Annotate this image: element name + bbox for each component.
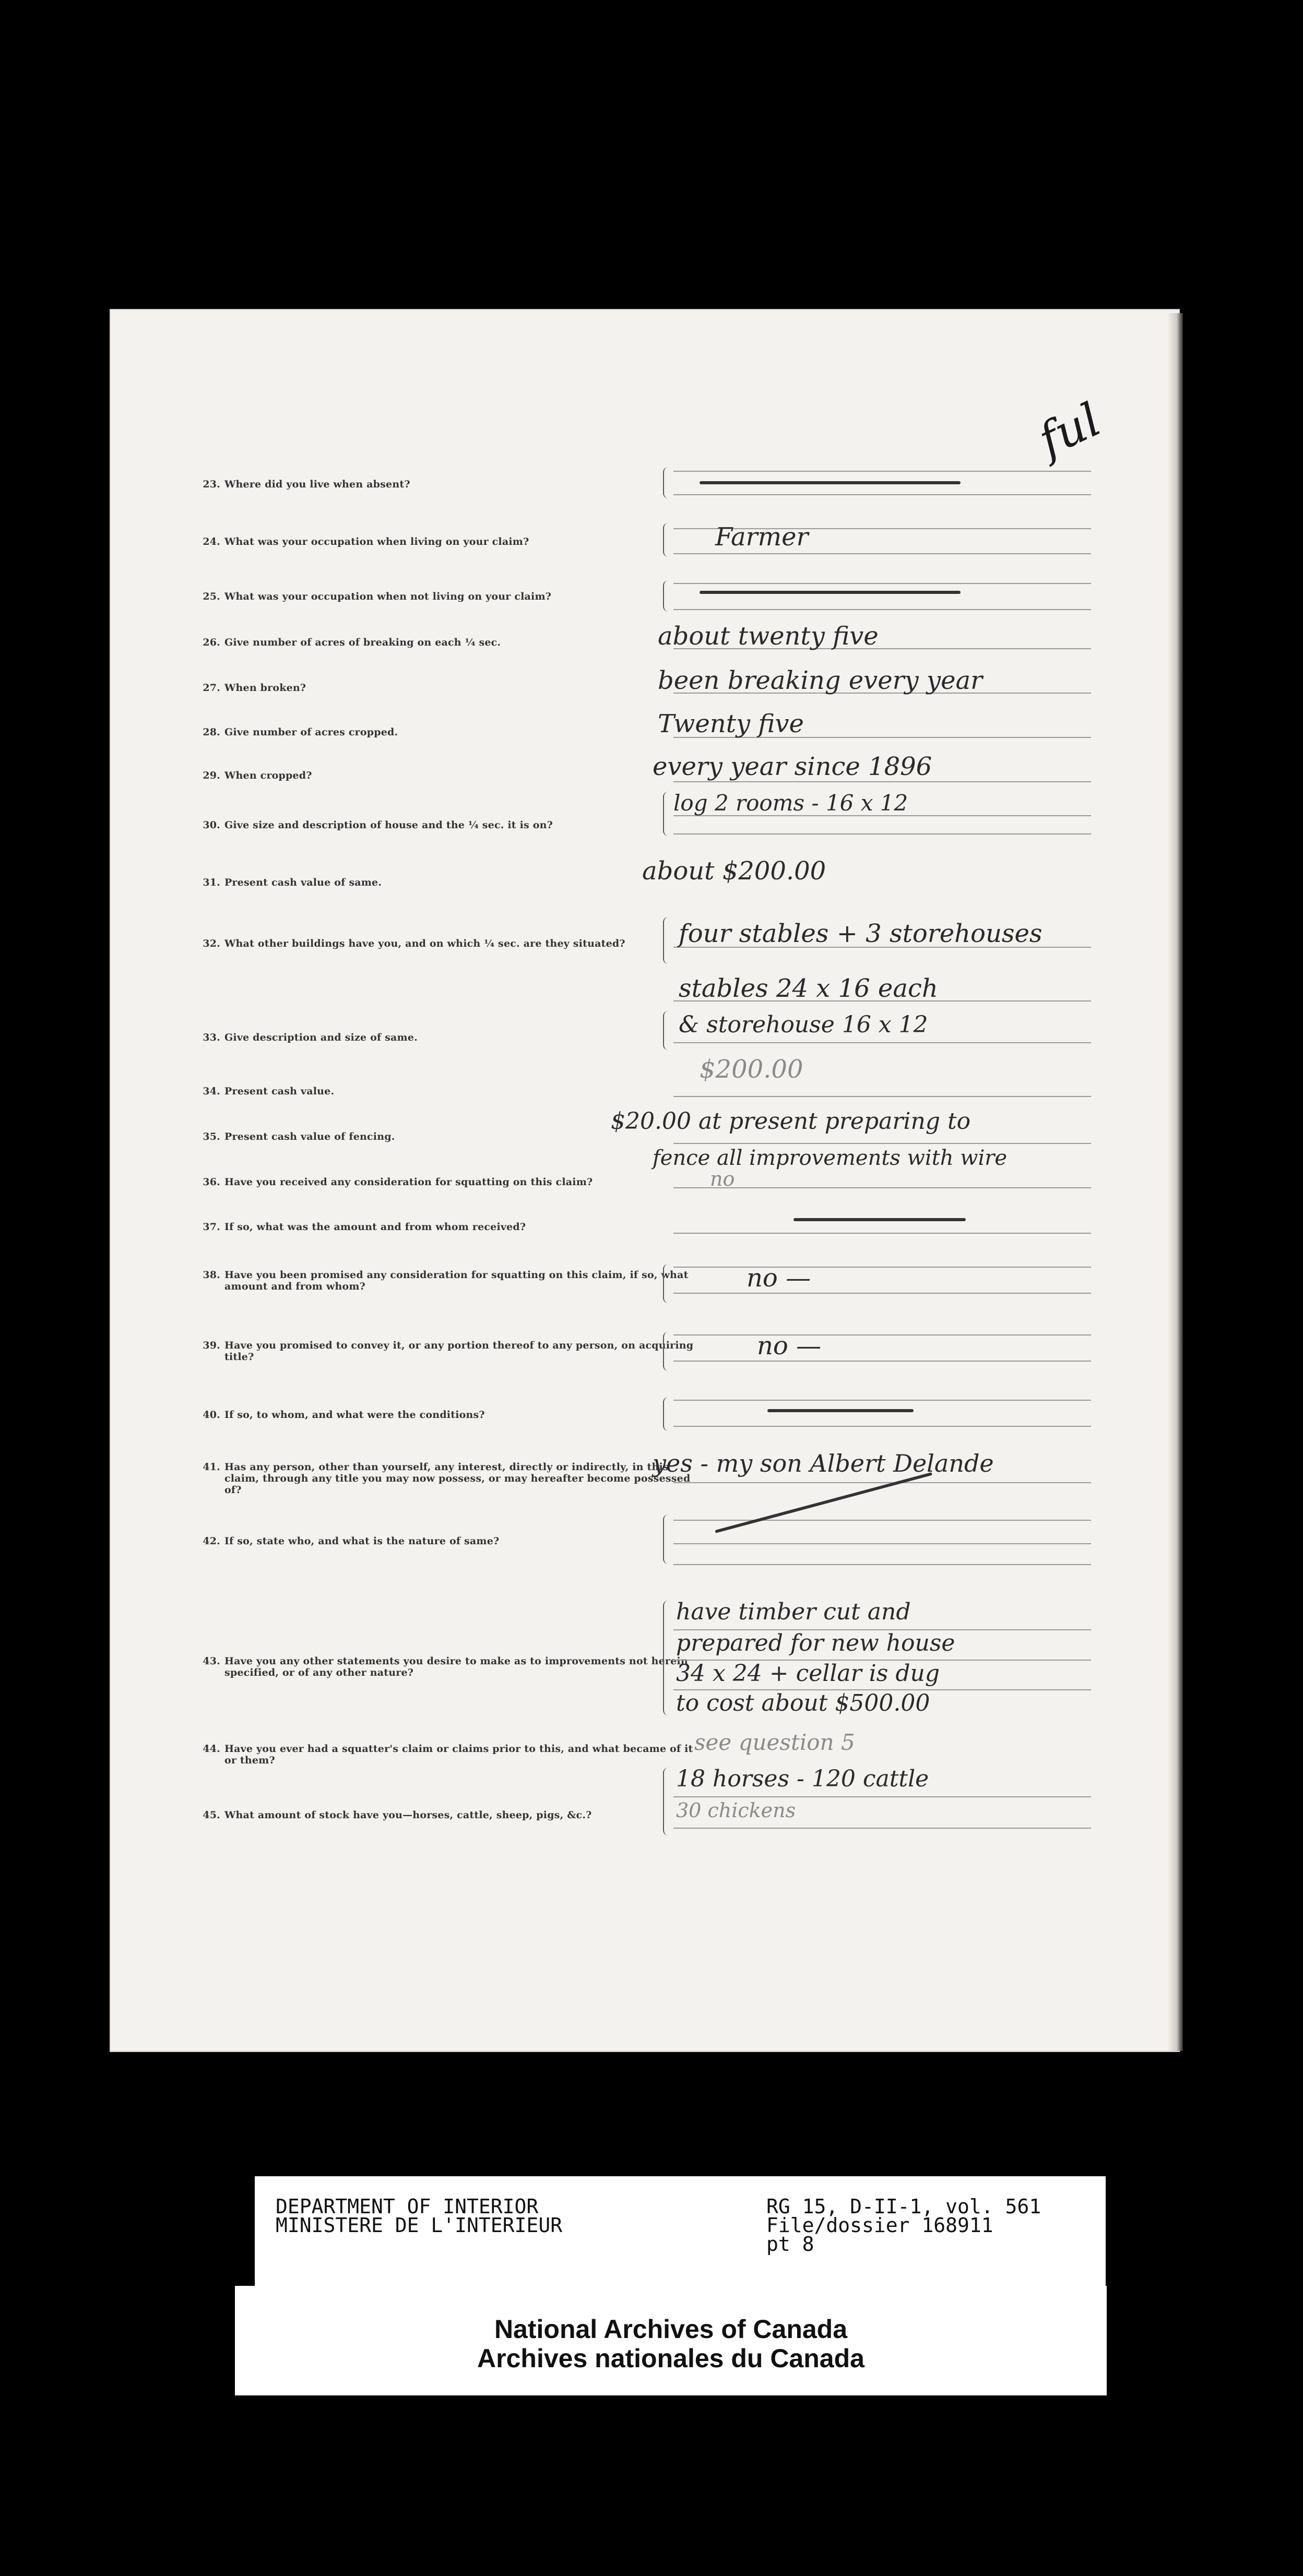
- answer-bracket: [663, 1397, 672, 1431]
- page-handwritten-mark: ful: [1030, 392, 1109, 467]
- answer-rule: [673, 1096, 1091, 1097]
- answer-45-continued: 30 chickens: [676, 1799, 796, 1822]
- answer-39: no —: [757, 1331, 822, 1361]
- answer-rule: [673, 1543, 1091, 1544]
- answer-rule: [673, 1361, 1091, 1362]
- answer-38: no —: [747, 1263, 811, 1293]
- answer-rule: [673, 1828, 1091, 1829]
- question-41: 41. Has any person, other than yourself, any interest, directly or indirectly, in this claim, through any title you may now possess, or may hereafter become possessed of?: [203, 1461, 691, 1496]
- answer-27: been breaking every year: [658, 666, 983, 695]
- question-26: 26. Give number of acres of breaking on each ¼ sec.: [203, 637, 501, 648]
- question-35: 35. Present cash value of fencing.: [203, 1131, 395, 1142]
- answer-bracket: [663, 1332, 672, 1371]
- question-31: 31. Present cash value of same.: [203, 877, 382, 888]
- question-44: 44. Have you ever had a squatter's claim or claims prior to this, and what became of it or them?: [203, 1743, 693, 1766]
- answer-44: see question 5: [694, 1730, 855, 1755]
- file-reference: File/dossier 168911: [766, 2214, 993, 2237]
- answer-41: yes - my son Albert Delande: [653, 1449, 994, 1477]
- answer-bracket: [663, 792, 672, 836]
- answer-dash: [793, 1218, 966, 1221]
- question-28: 28. Give number of acres cropped.: [203, 726, 398, 738]
- answer-43-line4: to cost about $500.00: [676, 1690, 930, 1716]
- question-43: 43. Have you any other statements you desire to make as to improvements not herein specified, or of any other nature?: [203, 1655, 688, 1678]
- answer-rule: [673, 1042, 1091, 1043]
- archive-reference-label: [255, 2176, 1106, 2286]
- question-39: 39. Have you promised to convey it, or any portion thereof to any person, on acquiring title?: [203, 1340, 694, 1363]
- question-42: 42. If so, state who, and what is the nature of same?: [203, 1535, 500, 1547]
- question-30: 30. Give size and description of house and the ¼ sec. it is on?: [203, 819, 553, 831]
- answer-bracket: [663, 1601, 672, 1715]
- answer-rule: [673, 781, 1091, 782]
- question-38: 38. Have you been promised any consideration for squatting on this claim, if so, what amount and from whom?: [203, 1269, 689, 1292]
- answer-35: $20.00 at present preparing to: [611, 1108, 971, 1135]
- archive-name-en: National Archives of Canada: [494, 2315, 848, 2344]
- question-33: 33. Give description and size of same.: [203, 1032, 418, 1043]
- question-23: 23. Where did you live when absent?: [203, 479, 410, 490]
- answer-35-continued: fence all improvements with wire: [653, 1146, 1008, 1170]
- part-reference: pt 8: [766, 2233, 814, 2256]
- answer-rule: [673, 1187, 1091, 1188]
- answer-24: Farmer: [715, 522, 809, 552]
- answer-26: about twenty five: [658, 622, 879, 651]
- answer-bracket: [663, 1011, 672, 1050]
- answer-bracket: [663, 917, 672, 964]
- page-edge-shadow: [1167, 313, 1183, 2051]
- answer-rule: [673, 1520, 1091, 1521]
- answer-dash: [767, 1409, 914, 1412]
- question-24: 24. What was your occupation when living on your claim?: [203, 536, 529, 547]
- answer-bracket: [663, 1768, 672, 1835]
- answer-rule: [673, 609, 1091, 610]
- answer-43-line2: prepared for new house: [676, 1630, 955, 1656]
- answer-32: four stables + 3 storehouses: [679, 919, 1043, 948]
- question-25: 25. What was your occupation when not living on your claim?: [203, 591, 552, 602]
- question-27: 27. When broken?: [203, 682, 306, 694]
- answer-rule: [673, 1000, 1091, 1001]
- archive-name-card: [235, 2286, 1107, 2395]
- answer-rule: [673, 1564, 1091, 1565]
- answer-rule: [673, 1482, 1091, 1483]
- answer-43-line3: 34 x 24 + cellar is dug: [676, 1660, 940, 1687]
- answer-dash: [700, 481, 961, 484]
- archive-name-fr: Archives nationales du Canada: [477, 2344, 864, 2373]
- answer-32-continued: stables 24 x 16 each: [679, 974, 938, 1003]
- department-name-en: DEPARTMENT OF INTERIOR: [276, 2195, 539, 2218]
- form-page: [110, 309, 1180, 2052]
- answer-bracket: [663, 1264, 672, 1303]
- answer-45: 18 horses - 120 cattle: [676, 1766, 929, 1792]
- record-group-reference: RG 15, D-II-1, vol. 561: [766, 2195, 1041, 2218]
- answer-33: & storehouse 16 x 12: [679, 1011, 928, 1038]
- answer-rule: [673, 1267, 1091, 1268]
- answer-arrow-line: [715, 1472, 932, 1533]
- answer-rule: [673, 1334, 1091, 1335]
- department-name-fr: MINISTERE DE L'INTERIEUR: [276, 2214, 563, 2237]
- answer-28: Twenty five: [658, 709, 804, 738]
- answer-34: $200.00: [700, 1055, 803, 1084]
- answer-rule: [673, 1400, 1091, 1401]
- answer-31: about $200.00: [642, 856, 826, 886]
- answer-dash: [700, 591, 961, 594]
- answer-bracket: [663, 523, 672, 557]
- answer-bracket: [663, 580, 672, 612]
- answer-43: have timber cut and: [676, 1599, 911, 1625]
- question-40: 40. If so, to whom, and what were the conditions?: [203, 1409, 485, 1421]
- answer-rule: [673, 553, 1091, 554]
- answer-29: every year since 1896: [653, 752, 932, 781]
- answer-30: log 2 rooms - 16 x 12: [673, 790, 908, 816]
- answer-rule: [673, 583, 1091, 584]
- answer-rule: [673, 494, 1091, 495]
- answer-rule: [673, 833, 1091, 834]
- answer-rule: [673, 1293, 1091, 1294]
- question-29: 29. When cropped?: [203, 770, 312, 781]
- answer-rule: [673, 1426, 1091, 1427]
- answer-36: no: [710, 1167, 735, 1190]
- question-32: 32. What other buildings have you, and on which ¼ sec. are they situated?: [203, 938, 625, 949]
- question-34: 34. Present cash value.: [203, 1086, 335, 1097]
- question-36: 36. Have you received any consideration for squatting on this claim?: [203, 1176, 593, 1188]
- answer-bracket: [663, 1514, 672, 1564]
- answer-rule: [673, 1233, 1091, 1234]
- question-37: 37. If so, what was the amount and from whom received?: [203, 1221, 526, 1233]
- answer-bracket: [663, 467, 672, 498]
- answer-rule: [673, 471, 1091, 472]
- question-45: 45. What amount of stock have you—horses, cattle, sheep, pigs, &c.?: [203, 1809, 592, 1821]
